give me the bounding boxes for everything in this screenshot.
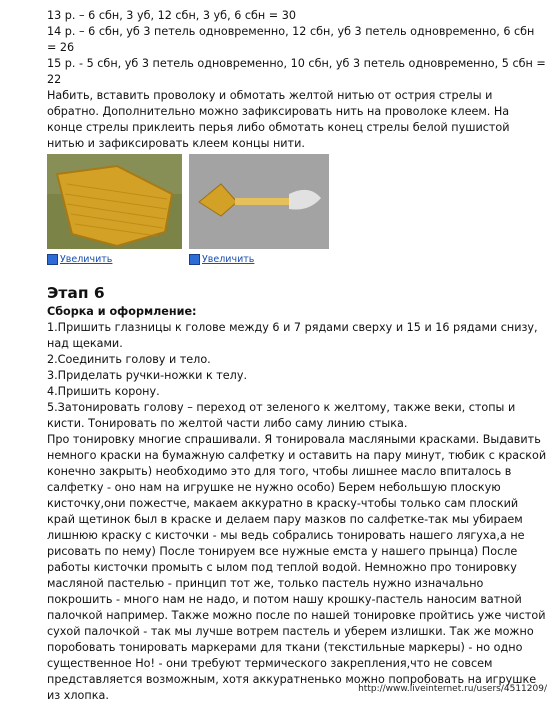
zoom-link-2[interactable] [189, 254, 254, 265]
step-4: 4.Пришить корону. [47, 385, 160, 398]
row-15-text: 15 р. - 5 сбн, уб 3 петель одновременно, 10 сбн, уб 3 петель одновременно, 5 сбн = 22 [47, 57, 546, 86]
photo-strip [47, 154, 547, 266]
photo-crochet-arrowhead[interactable] [47, 154, 182, 249]
crochet-arrowhead-image [47, 154, 182, 249]
finished-arrow-image [189, 154, 329, 249]
zoom-link-1[interactable] [47, 254, 112, 265]
footer-url[interactable]: http://www.liveinternet.ru/users/4511209/ [358, 684, 547, 694]
step-1: 1.Пришить глазницы к голове между 6 и 7 рядами сверху и 15 и 16 рядами снизу, над щеками. [47, 321, 538, 350]
zoom-icon [47, 254, 58, 265]
toning-body-text: Про тонировку многие спрашивали. Я тонировала масляными красками. Выдавить немного краски на бумажную салфетку и оставить на пару минут, тюбик с краской конечно закрыть) необходимо это для того, чтобы лишнее масло впиталось в салфетку - оно нам на игрушке не нужно особо) Берем небольшую плоскую кисточку,они пожестче, макаем аккуратно в краску-чтобы только сам плоский край щетинок был в краске и делаем пару мазков по салфетке-так мы убираем лишнюю краску с кисточки - мы ведь собрались тонировать нашего лягуха,а не рисовать по нему) После тонируем все нужные емста у нашего прынца) После работы кисточки промыть с ылом под теплой водой. Немножно про тонировку масляной пастелью - принцип тот же, только пастель нужно изначально покрошить - много нам не надо, и потом нашу крошку-пастель наносим ватной палочкой например. Также можно после по нашей тонировке пройтись уже чистой сухой палочкой - так мы лучше вотрем пастель и уберем излишки. Так же можно поробовать тонировать маркерами для ткани (текстильные маркеры) - но одно существенное Но! - они требуют термического закрепления,что не совсем представляется возможным, хотя аккуратненько можно попробовать на игрушке из хлопка. [47, 433, 547, 702]
instruction-text: Набить, вставить проволоку и обмотать желтой нитью от острия стрелы и обратно. Дополнительно можно зафиксировать нить на проволоке клеем. На конце стрелы приклеить перья либо обмотать конец стрелы белой пушистой нитью и зафиксировать клеем концы нити. [47, 89, 510, 150]
row-14-text: 14 р. – 6 сбн, уб 3 петель одновременно, 12 сбн, уб 3 петель одновременно, 6 сбн = 26 [47, 25, 535, 54]
zoom-label: Увеличить [202, 254, 255, 265]
step-2: 2.Соединить голову и тело. [47, 353, 211, 366]
stage-title: Этап 6 [47, 284, 105, 302]
zoom-label: Увеличить [60, 254, 113, 265]
photo-finished-arrow[interactable] [189, 154, 329, 249]
step-3: 3.Приделать ручки-ножки к телу. [47, 369, 248, 382]
row-13-text: 13 р. – 6 сбн, 3 уб, 12 сбн, 3 уб, 6 сбн = 30 [47, 9, 296, 22]
document-page [47, 8, 547, 704]
step-5: 5.Затонировать голову – переход от зеленого к желтому, также веки, стопы и кисти. Тонировать по желтой части либо саму линию стыка. [47, 401, 516, 430]
stage-subtitle: Сборка и оформление: [47, 305, 197, 318]
zoom-icon [189, 254, 200, 265]
